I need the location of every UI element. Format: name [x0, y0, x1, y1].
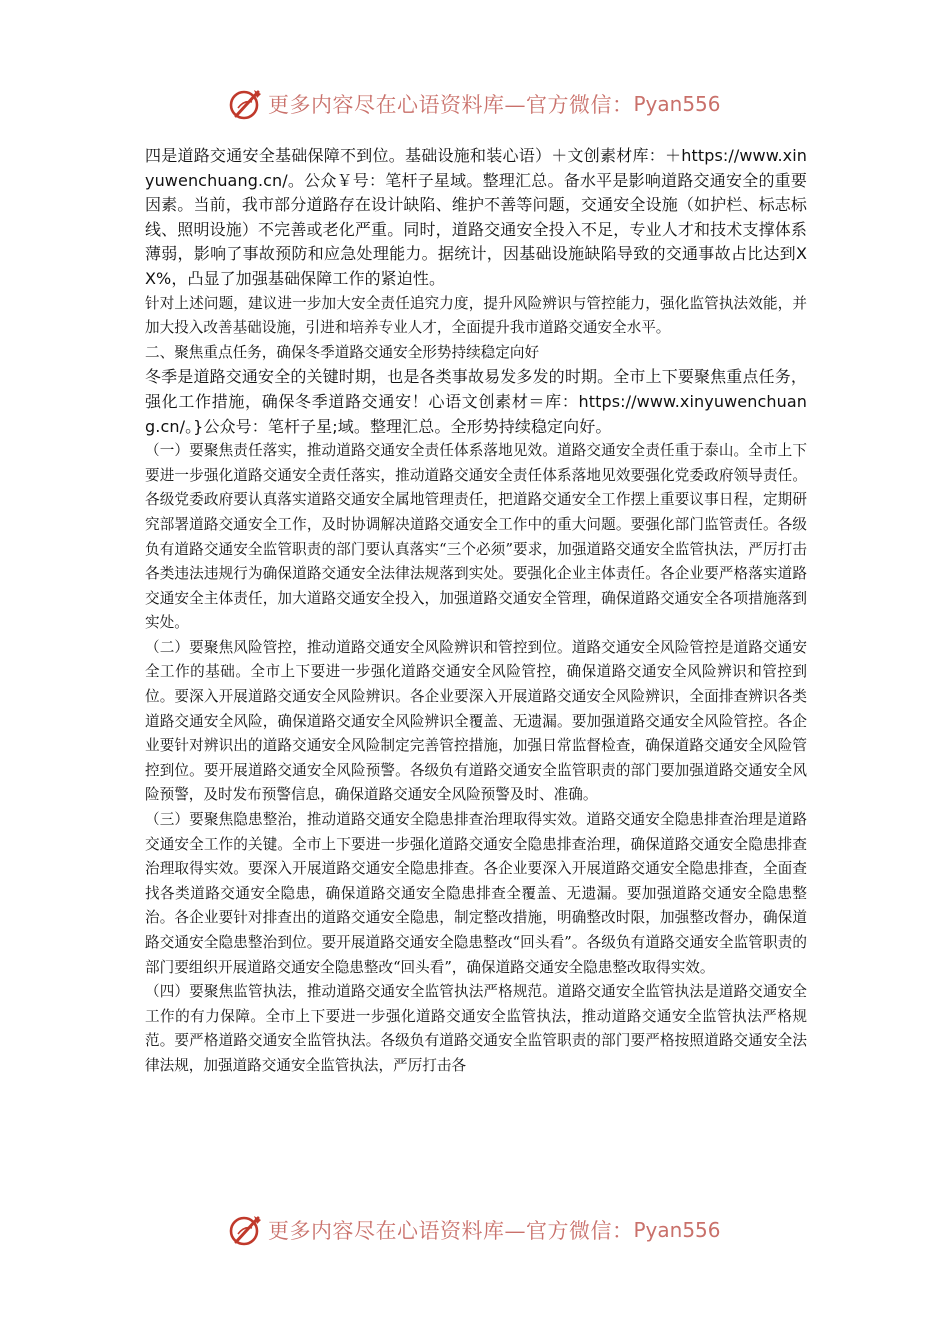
header-banner	[228, 84, 728, 124]
paragraph-risk-control: （二）要聚焦风险管控，推动道路交通安全风险辨识和管控到位。道路交通安全风险管控是道路交通安全工作的基础。全市上下要进一步强化道路交通安全风险管控，确保道路交通安全风险辨识和管控到位。要深入开展道路交通安全风险辨识。各企业要深入开展道路交通安全风险辨识，全面排查辨识各类道路交通安全风险，确保道路交通安全风险辨识全覆盖、无遗漏。要加强道路交通安全风险管控。各企业要针对辨识出的道路交通安全风险制定完善管控措施，加强日常监督检查，确保道路交通安全风险管控到位。要开展道路交通安全风险预警。各级负有道路交通安全监管职责的部门要加强道路交通安全风险预警，及时发布预警信息，确保道路交通安全风险预警及时、准确。	[145, 638, 807, 804]
document-body	[145, 144, 807, 1079]
paragraph-winter-focus: 冬季是道路交通安全的关键时期，也是各类事故易发多发的时期。全市上下要聚焦重点任务，强化工作措施，确保冬季道路交通安！心语文创素材＝库：https://www.xinyuwenchuang.cn/。}公众号：笔杆子星;域。整理汇总。全形势持续稳定向好。	[145, 367, 807, 436]
footer-banner	[228, 1210, 728, 1250]
paragraph-supervision: （四）要聚焦监管执法，推动道路交通安全监管执法严格规范。道路交通安全监管执法是道路交通安全工作的有力保障。全市上下要进一步强化道路交通安全监管执法，推动道路交通安全监管执法严格规范。要严格道路交通安全监管执法。各级负有道路交通安全监管职责的部门要严格按照道路交通安全法律法规，加强道路交通安全监管执法，严厉打击各	[145, 983, 807, 1074]
paragraph-hazard-rectification: （三）要聚焦隐患整治，推动道路交通安全隐患排查治理取得实效。道路交通安全隐患排查治理是道路交通安全工作的关键。全市上下要进一步强化道路交通安全隐患排查治理，确保道路交通安全隐患排查治理取得实效。要深入开展道路交通安全隐患排查。各企业要深入开展道路交通安全隐患排查，全面查找各类道路交通安全隐患，确保道路交通安全隐患排查全覆盖、无遗漏。要加强道路交通安全隐患整治。各企业要针对排查出的道路交通安全隐患，制定整改措施，明确整改时限，加强整改督办，确保道路交通安全隐患整治到位。要开展道路交通安全隐患整改“回头看”。各级负有道路交通安全监管职责的部门要组织开展道路交通安全隐患整改“回头看”，确保道路交通安全隐患整改取得实效。	[145, 811, 807, 976]
paragraph-infrastructure: 四是道路交通安全基础保障不到位。基础设施和装心语）＋文创素材库：＋https://www.xinyuwenchuang.cn/。公众￥号：笔杆子星域。整理汇总。备水平是影响道路交通安全的重要因素。当前，我市部分道路存在设计缺陷、维护不善等问题，交通安全设施（如护栏、标志标线、照明设施）不完善或老化严重。同时，道路交通安全投入不足，专业人才和技术支撑体系薄弱，影响了事故预防和应急处理能力。据统计，因基础设施缺陷导致的交通事故占比达到XX%，凸显了加强基础保障工作的紧迫性。	[145, 146, 807, 288]
section-heading-2: 二、聚焦重点任务，确保冬季道路交通安全形势持续稳定向好	[145, 343, 540, 361]
pen-logo-icon	[228, 86, 264, 122]
banner-title: 更多内容尽在心语资料库—官方微信：	[268, 93, 634, 117]
paragraph-recommendations: 针对上述问题，建议进一步加大安全责任追究力度，提升风险辨识与管控能力，强化监管执法效能，并加大投入改善基础设施，引进和培养专业人才，全面提升我市道路交通安全水平。	[145, 294, 807, 337]
banner-wechat-id: Pyan556	[633, 92, 721, 116]
pen-logo-icon	[228, 1212, 264, 1248]
paragraph-responsibility: （一）要聚焦责任落实，推动道路交通安全责任体系落地见效。道路交通安全责任重于泰山。全市上下要进一步强化道路交通安全责任落实，推动道路交通安全责任体系落地见效要强化党委政府领导责任。各级党委政府要认真落实道路交通安全属地管理责任，把道路交通安全工作摆上重要议事日程，定期研究部署道路交通安全工作，及时协调解决道路交通安全工作中的重大问题。要强化部门监管责任。各级负有道路交通安全监管职责的部门要认真落实“三个必须”要求，加强道路交通安全监管执法，严厉打击各类违法违规行为确保道路交通安全法律法规落到实处。要强化企业主体责任。各企业要严格落实道路交通安全主体责任，加大道路交通安全投入，加强道路交通安全管理，确保道路交通安全各项措施落到实处。	[145, 442, 807, 632]
banner-wechat-id: Pyan556	[633, 1218, 721, 1242]
banner-title: 更多内容尽在心语资料库—官方微信：	[268, 1219, 634, 1243]
